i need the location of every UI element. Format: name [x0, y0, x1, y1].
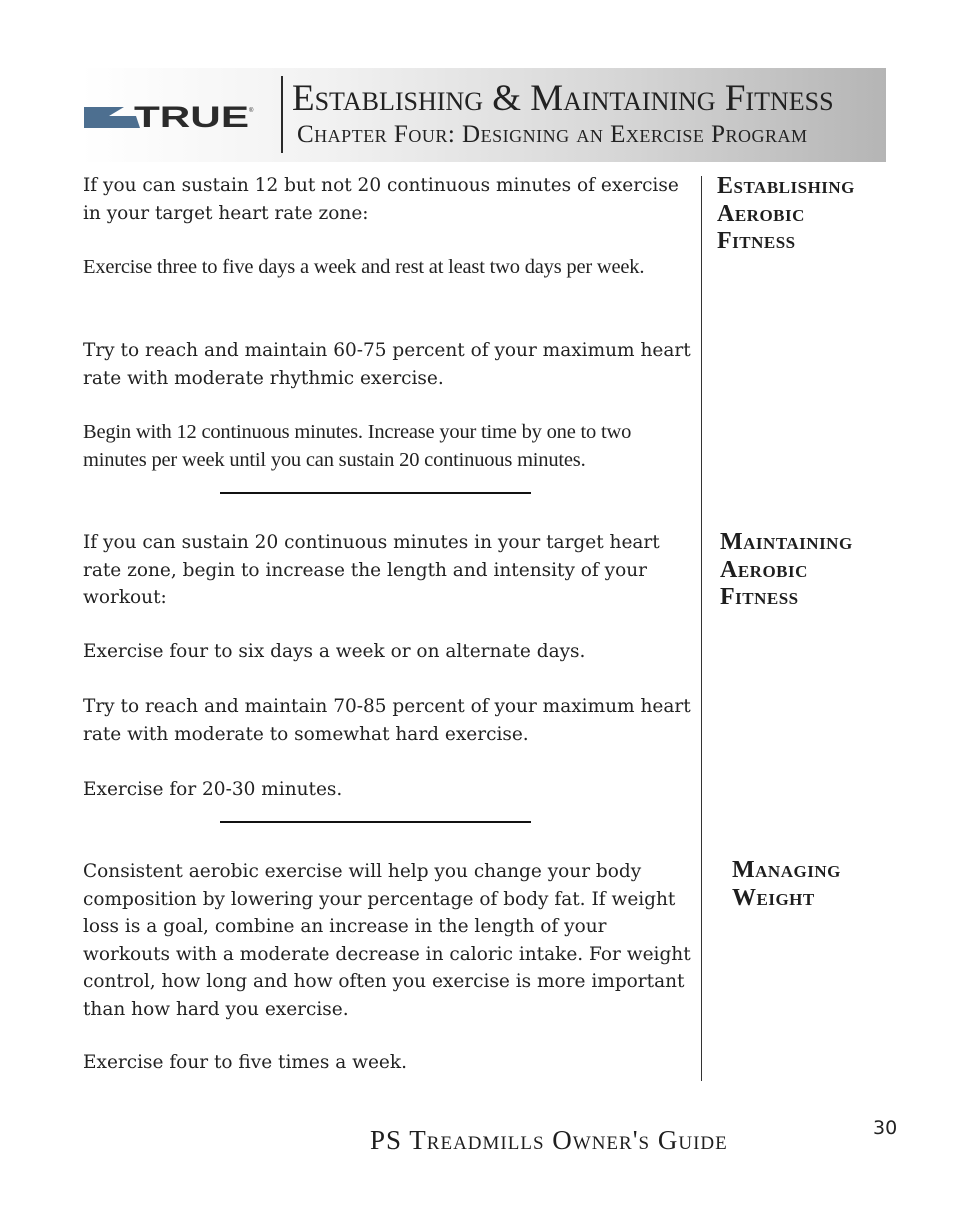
page-number: 30 — [873, 1117, 898, 1139]
section-1-heading — [717, 173, 855, 256]
footer-guide-title: PS Treadmills Owner's Guide — [370, 1125, 728, 1155]
chapter-subtitle: Chapter Four: Designing an Exercise Program — [297, 121, 808, 148]
section-1-heading-line-3: Fitness — [717, 228, 796, 254]
section-3-heading — [732, 857, 841, 912]
logo-trademark-icon: ® — [249, 108, 254, 114]
logo-swoosh-icon — [84, 107, 140, 128]
true-logo — [84, 104, 254, 128]
section-2-paragraph-3: Try to reach and maintain 70-85 percent of your maximum heart rate with moderate to somewhat hard exercise. — [83, 696, 691, 745]
header-divider — [281, 76, 283, 153]
section-2-heading-line-3: Fitness — [720, 584, 799, 610]
section-3-heading-line-2: Weight — [732, 884, 815, 911]
section-3-paragraph-2: Exercise four to five times a week. — [83, 1052, 407, 1073]
column-divider — [701, 176, 702, 1081]
section-1-paragraph-3: Try to reach and maintain 60-75 percent of your maximum heart rate with moderate rhythmic exercise. — [83, 340, 691, 389]
section-2-heading-line-1: Maintaining — [720, 529, 853, 555]
section-3-heading-line-1: Managing — [732, 857, 841, 883]
logo-text: TRUE — [134, 104, 249, 128]
section-1-paragraph-4: Begin with 12 continuous minutes. Increase your time by one to two minutes per week until you can sustain 20 continuous minutes. — [83, 421, 632, 471]
section-2-paragraph-2: Exercise four to six days a week or on alternate days. — [83, 641, 586, 662]
section-2-heading-line-2: Aerobic — [720, 556, 808, 583]
section-2-heading — [720, 529, 853, 612]
section-rule-2 — [220, 821, 531, 823]
section-2-paragraph-4: Exercise for 20-30 minutes. — [83, 779, 343, 800]
section-3-paragraph-1: Consistent aerobic exercise will help you change your body composition by lowering your percentage of body fat. If weight loss is a goal, combine an increase in the length of your workouts with a moderate decrease in caloric intake. For weight control, how long and how often you exercise is more important than how hard you exercise. — [83, 861, 691, 1020]
section-1-heading-line-2: Aerobic — [717, 200, 805, 227]
section-1-paragraph-2: Exercise three to five days a week and rest at least two days per week. — [83, 256, 645, 278]
section-rule-1 — [220, 492, 531, 494]
section-1-paragraph-1: If you can sustain 12 but not 20 continuous minutes of exercise in your target heart rate zone: — [83, 175, 679, 224]
section-1-heading-line-1: Establishing — [717, 173, 855, 199]
page-title: Establishing & Maintaining Fitness — [292, 78, 834, 119]
section-2-paragraph-1: If you can sustain 20 continuous minutes in your target heart rate zone, begin to increase the length and intensity of your workout: — [83, 532, 660, 608]
